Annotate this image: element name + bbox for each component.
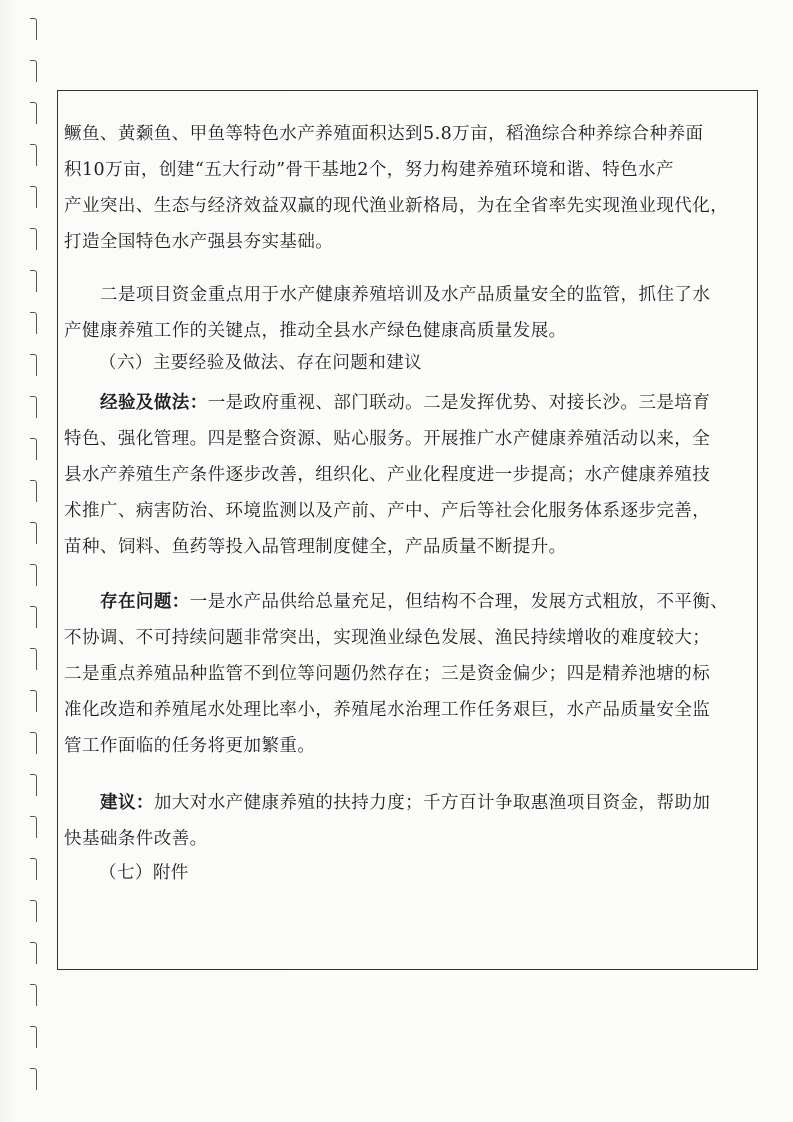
binding-hole-icon — [30, 858, 37, 880]
binding-hole-icon — [30, 1068, 37, 1090]
binding-hole-icon — [30, 732, 37, 754]
binding-hole-icon — [30, 774, 37, 796]
binding-hole-icon — [30, 942, 37, 964]
label-suggestions: 建议： — [100, 793, 154, 813]
text-line: 二是重点养殖品种监管不到位等问题仍然存在；三是资金偏少；四是精养池塘的标 — [64, 664, 711, 684]
text-line: 术推广、病害防治、环境监测以及产前、产中、产后等社会化服务体系逐步完善， — [64, 501, 711, 521]
binding-hole-icon — [30, 60, 37, 82]
paragraph-fish-farming — [64, 116, 728, 260]
section-heading-seven: （七）附件 — [99, 863, 189, 883]
text-line: 产业突出、生态与经济效益双赢的现代渔业新格局，为在全省率先实现渔业现代化， — [64, 196, 729, 216]
binding-hole-icon — [30, 522, 37, 544]
binding-hole-icon — [30, 816, 37, 838]
binding-hole-icon — [30, 144, 37, 166]
binding-hole-icon — [30, 480, 37, 502]
text-line: 管工作面临的任务将更加繁重。 — [64, 736, 316, 756]
text-line: 准化改造和养殖尾水处理比率小，养殖尾水治理工作任务艰巨，水产品质量安全监 — [64, 700, 711, 720]
binding-hole-icon — [30, 186, 37, 208]
binding-hole-icon — [30, 564, 37, 586]
text-line: 一是水产品供给总量充足，但结构不合理，发展方式粗放，不平衡、 — [189, 592, 729, 612]
text-line: 一是政府重视、部门联动。二是发挥优势、对接长沙。三是培育 — [207, 393, 711, 413]
binding-hole-icon — [30, 228, 37, 250]
label-experience: 经验及做法： — [100, 393, 208, 413]
text-line: 不协调、不可持续问题非常突出，实现渔业绿色发展、渔民持续增收的难度较大； — [64, 628, 711, 648]
paragraph-suggestions — [64, 785, 710, 857]
paragraph-problems — [64, 584, 728, 764]
text-line: 县水产养殖生产条件逐步改善，组织化、产业化程度进一步提高；水产健康养殖技 — [64, 465, 711, 485]
text-line: 苗种、饲料、鱼药等投入品管理制度健全，产品质量不断提升。 — [64, 537, 567, 557]
text-line: 二是项目资金重点用于水产健康养殖培训及水产品质量安全的监管，抓住了水 — [100, 285, 711, 305]
binding-hole-icon — [30, 102, 37, 124]
binding-hole-icon — [30, 18, 37, 40]
binding-hole-icon — [30, 270, 37, 292]
label-problems: 存在问题： — [100, 592, 190, 612]
text-line: 加大对水产健康养殖的扶持力度；千方百计争取惠渔项目资金，帮助加 — [153, 793, 711, 813]
binding-hole-icon — [30, 396, 37, 418]
binding-hole-icon — [30, 354, 37, 376]
binding-hole-icon — [30, 900, 37, 922]
binding-hole-icon — [30, 648, 37, 670]
binding-hole-icon — [30, 1026, 37, 1048]
text-line: 积10万亩，创建“五大行动”骨干基地2个，努力构建养殖环境和谐、特色水产 — [64, 160, 674, 180]
binding-hole-icon — [30, 438, 37, 460]
paragraph-experience — [64, 385, 710, 565]
section-heading-six: （六）主要经验及做法、存在问题和建议 — [99, 353, 423, 373]
binding-holes — [0, 0, 40, 1122]
text-line: 打造全国特色水产强县夯实基础。 — [64, 232, 334, 252]
text-line: 特色、强化管理。四是整合资源、贴心服务。开展推广水产健康养殖活动以来，全 — [64, 429, 711, 449]
text-line: 鳜鱼、黄颡鱼、甲鱼等特色水产养殖面积达到5.8万亩，稻渔综合种养综合种养面 — [64, 124, 704, 144]
paragraph-project-funds — [64, 277, 710, 349]
text-line: 产健康养殖工作的关键点，推动全县水产绿色健康高质量发展。 — [64, 321, 567, 341]
binding-hole-icon — [30, 312, 37, 334]
binding-hole-icon — [30, 606, 37, 628]
binding-hole-icon — [30, 690, 37, 712]
binding-hole-icon — [30, 984, 37, 1006]
text-line: 快基础条件改善。 — [64, 829, 208, 849]
